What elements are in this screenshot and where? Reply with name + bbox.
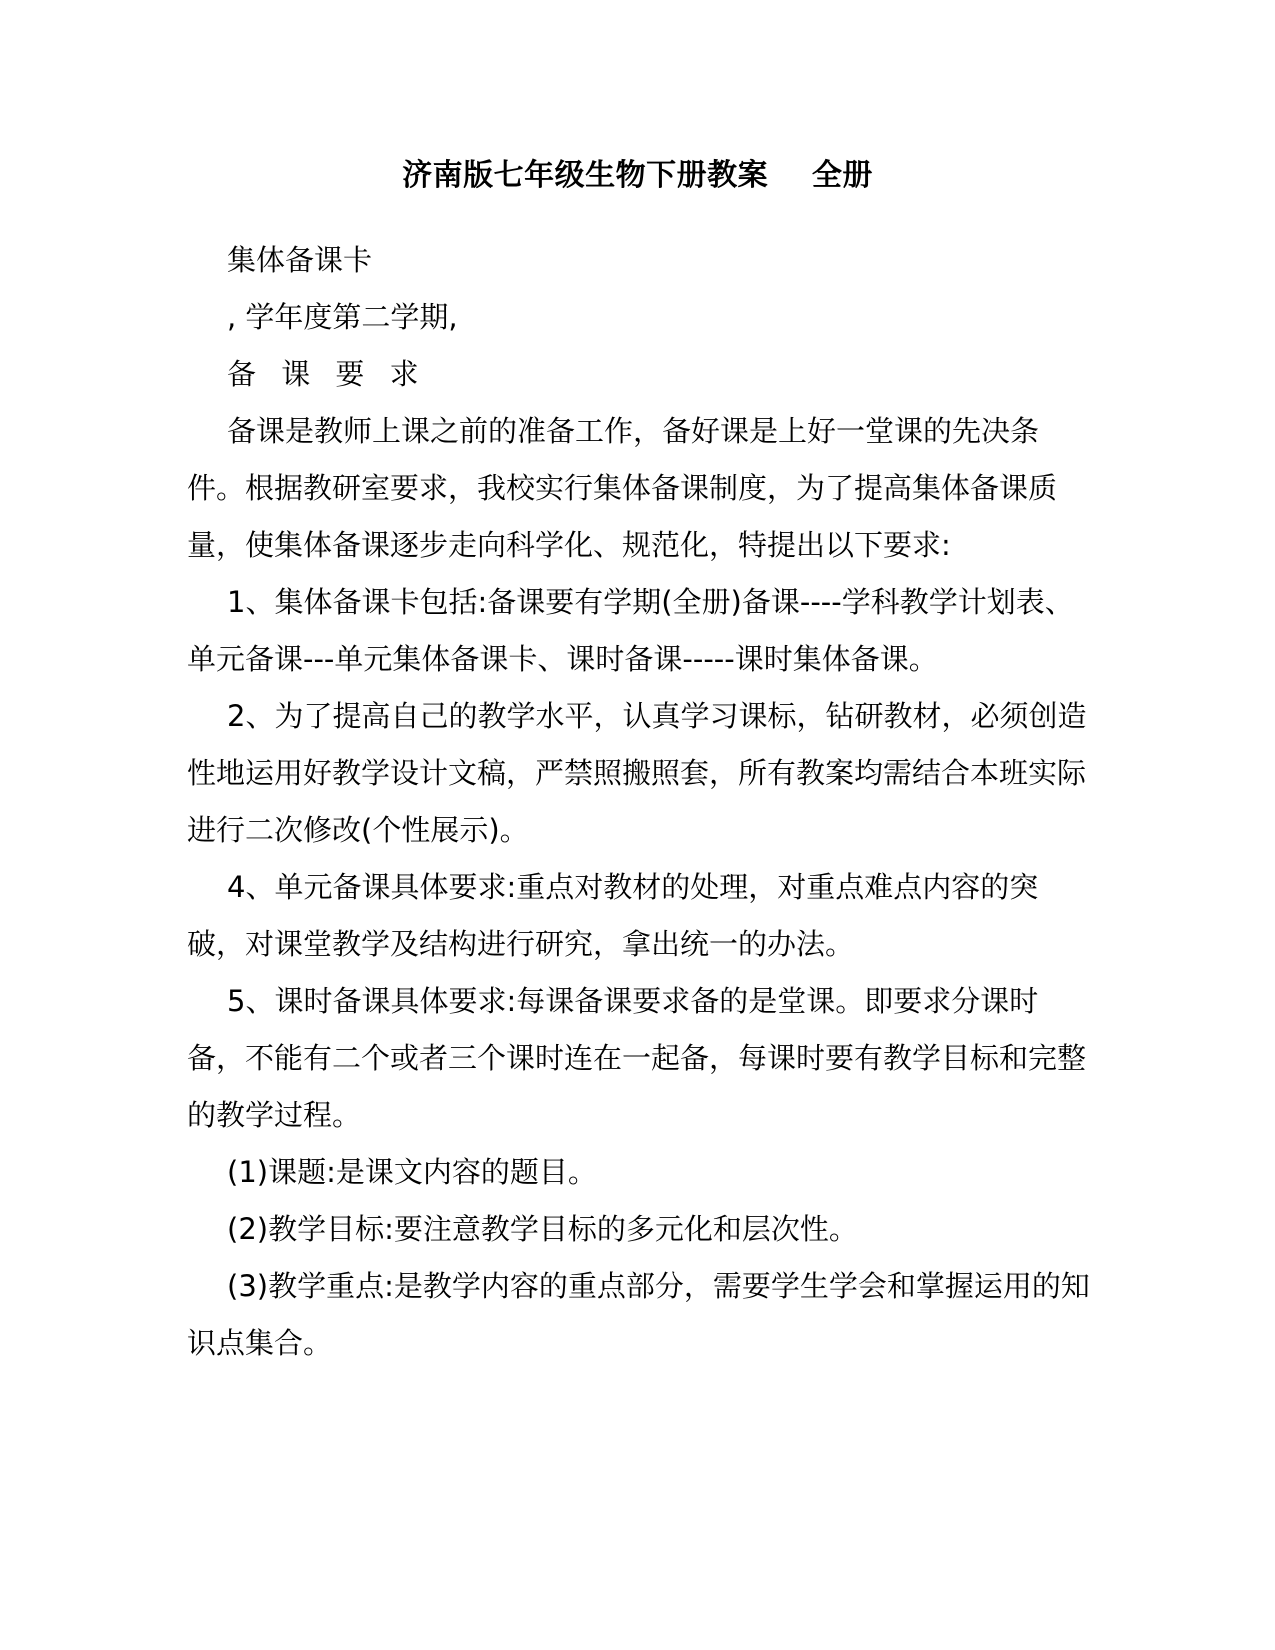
paragraph-intro: 备课是教师上课之前的准备工作，备好课是上好一堂课的先决条件。根据教研室要求，我校实行集体备课制度，为了提高集体备课质量，使集体备课逐步走向科学化、规范化，特提出以下要求: xyxy=(187,414,1058,562)
paragraph-subitem-1: (1)课题:是课文内容的题目。 xyxy=(227,1155,597,1189)
paragraph-semester: , 学年度第二学期, xyxy=(227,300,458,334)
paragraph-item-5: 5、课时备课具体要求:每课备课要求备的是堂课。即要求分课时备，不能有二个或者三个课时连在一起备，每课时要有教学目标和完整的教学过程。 xyxy=(187,984,1087,1132)
paragraph-requirements-heading: 备 课 要 求 xyxy=(227,357,427,391)
paragraph-item-2: 2、为了提高自己的教学水平，认真学习课标，钻研教材，必须创造性地运用好教学设计文稿，严禁照搬照套，所有教案均需结合本班实际进行二次修改(个性展示)。 xyxy=(187,699,1087,847)
document-body xyxy=(187,232,1092,1372)
document-title: 济南版七年级生物下册教案 全册 xyxy=(402,158,873,193)
paragraph-card-heading: 集体备课卡 xyxy=(227,243,373,277)
paragraph-subitem-3: (3)教学重点:是教学内容的重点部分，需要学生学会和掌握运用的知识点集合。 xyxy=(187,1269,1090,1360)
paragraph-item-1: 1、集体备课卡包括:备课要有学期(全册)备课----学科教学计划表、单元备课---单元集体备课卡、课时备课-----课时集体备课。 xyxy=(187,585,1074,676)
paragraph-item-4: 4、单元备课具体要求:重点对教材的处理，对重点难点内容的突破，对课堂教学及结构进行研究，拿出统一的办法。 xyxy=(187,870,1039,961)
paragraph-subitem-2: (2)教学目标:要注意教学目标的多元化和层次性。 xyxy=(227,1212,858,1246)
